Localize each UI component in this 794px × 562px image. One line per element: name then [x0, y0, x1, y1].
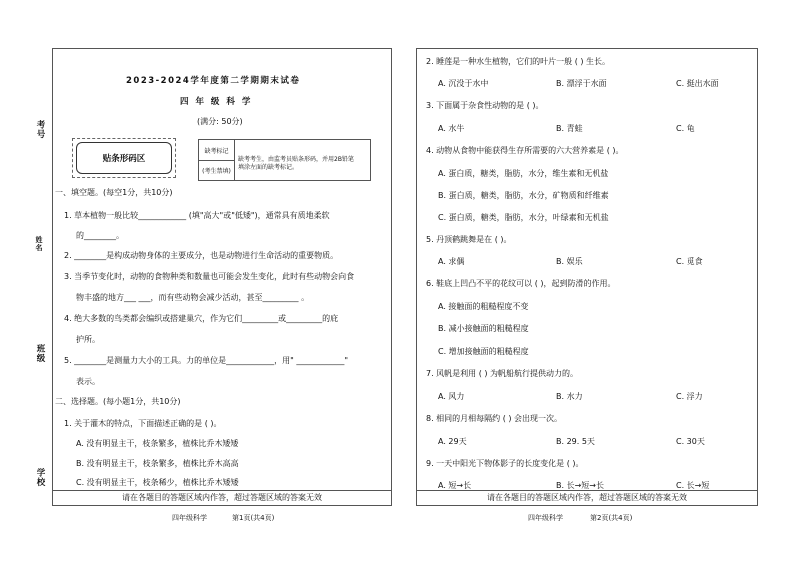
fill-q4-line2: 护所。	[76, 335, 100, 344]
absent-note-cell	[199, 161, 235, 180]
class-label: 班级	[35, 344, 45, 363]
fill-q3-line2: 物丰盛的地方___ ___，而有些动物会减少活动，甚至_________ 。	[76, 293, 310, 302]
fill-q4-line1: 4. 绝大多数的鸟类都会编织或搭建巢穴，作为它们_________或_________的庇	[64, 314, 339, 323]
exam-number-label: 考号	[35, 120, 45, 139]
section-1-heading: 一、填空题。(每空1分，共10分)	[55, 188, 173, 197]
p2-q5-option-a: A. 求偶	[438, 257, 465, 266]
p2-q4: 4. 动物从食物中能获得生存所需要的六大营养素是 ( )。	[426, 146, 624, 155]
p2-q4-option-b: B. 蛋白质，糖类，脂肪，水分，矿物质和纤维素	[438, 191, 609, 200]
fill-q2: 2. ________是构成动物身体的主要成分，也是动物进行生命活动的重要物质。	[64, 251, 339, 260]
barcode-area	[72, 138, 176, 178]
page1-footer-warning: 请在各题目的答题区域内作答，超过答题区域的答案无效	[53, 490, 391, 505]
p2-q5-option-b: B. 娱乐	[556, 257, 583, 266]
p2-q3-option-a: A. 水牛	[438, 124, 465, 133]
p2-q6: 6. 鞋底上凹凸不平的花纹可以 ( )，起到防滑的作用。	[426, 279, 616, 288]
page2-subject-footer: 四年级科学	[528, 514, 563, 522]
p2-q9-option-c: C. 长→短	[676, 481, 710, 490]
p2-q4-option-c: C. 蛋白质，糖类，脂肪，水分，叶绿素和无机盐	[438, 213, 609, 222]
mc-q1-option-b: B. 没有明显主干，枝条繁多，植株比乔木高高	[76, 459, 239, 468]
p2-q9-option-b: B. 长→短→长	[556, 481, 604, 490]
p2-q7-option-c: C. 浮力	[676, 392, 703, 401]
p2-q3-option-b: B. 青蛙	[556, 124, 583, 133]
p2-q7-option-b: B. 水力	[556, 392, 583, 401]
barcode-label: 贴条形码区	[76, 142, 172, 174]
p2-q8-option-b: B. 29. 5天	[556, 437, 595, 446]
p2-q5-option-c: C. 觅食	[676, 257, 703, 266]
absent-mark-cell[interactable]	[199, 140, 235, 161]
school-label: 学校	[35, 468, 45, 487]
fill-q1-line1: 1. 草本植物一般比较____________ (填"高大"或"低矮")，通常具有质地柔软	[64, 211, 330, 220]
p2-q6-option-a: A. 接触面的粗糙程度不变	[438, 302, 529, 311]
p2-q2-option-a: A. 沉没于水中	[438, 79, 489, 88]
fill-q5-line2: 表示。	[76, 377, 100, 386]
p2-q2-option-c: C. 挺出水面	[676, 79, 719, 88]
p2-q9: 9. 一天中阳光下物体影子的长度变化是 ( )。	[426, 459, 584, 468]
p2-q8-option-c: C. 30天	[676, 437, 705, 446]
p2-q2: 2. 睡莲是一种水生植物，它们的叶片一般 ( ) 生长。	[426, 57, 611, 66]
mc-q1-option-a: A. 没有明显主干，枝条繁多，植株比乔木矮矮	[76, 439, 239, 448]
mc-q1-option-c: C. 没有明显主干，枝条稀少，植株比乔木矮矮	[76, 478, 239, 487]
p2-q6-option-b: B. 减小接触面的粗糙程度	[438, 324, 529, 333]
fill-q5-line1: 5. ________是测量力大小的工具。力的单位是____________，用" ____________"	[64, 356, 349, 365]
p2-q7: 7. 风帆是利用 ( ) 为帆船航行提供动力的。	[426, 369, 579, 378]
fill-q3-line1: 3. 当季节变化时，动物的食物种类和数量也可能会发生变化，此时有些动物会向食	[64, 272, 355, 281]
p2-q5: 5. 丹顶鹤跳舞是在 ( )。	[426, 235, 512, 244]
p2-q2-option-b: B. 漂浮于水面	[556, 79, 607, 88]
exam-subject: 四 年 级 科 学	[180, 97, 253, 107]
absent-note: (考生禁填)	[202, 168, 231, 175]
p2-q6-option-c: C. 增加接触面的粗糙程度	[438, 347, 529, 356]
absent-instruction-1: 缺考考生，由监考员贴条形码，并用2B铅笔	[238, 156, 354, 163]
page2-footer-warning: 请在各题目的答题区域内作答，超过答题区域的答案无效	[417, 490, 757, 505]
exam-score: (满分: 50分)	[197, 117, 243, 126]
fill-q1-line2: 的________。	[76, 231, 124, 240]
page1-number: 第1页(共4页)	[232, 514, 275, 522]
p2-q9-option-a: A. 短→长	[438, 481, 472, 490]
p2-q8-option-a: A. 29天	[438, 437, 467, 446]
absent-instruction-2: 填涂左面的缺考标记。	[238, 164, 299, 171]
page2-number: 第2页(共4页)	[590, 514, 633, 522]
p2-q7-option-a: A. 风力	[438, 392, 465, 401]
mc-q1: 1. 关于灌木的特点，下面描述正确的是 ( )。	[64, 419, 222, 428]
p2-q4-option-a: A. 蛋白质，糖类，脂肪，水分，维生素和无机盐	[438, 169, 609, 178]
absent-mark-box	[198, 139, 371, 181]
p2-q3-option-c: C. 龟	[676, 124, 695, 133]
section-2-heading: 二、选择题。(每小题1分，共10分)	[55, 397, 181, 406]
absent-mark-label: 缺考标记	[204, 147, 229, 155]
p2-q3: 3. 下面属于杂食性动物的是 ( )。	[426, 101, 544, 110]
exam-title: 2023-2024学年度第二学期期末试卷	[126, 76, 301, 86]
page1-subject-footer: 四年级科学	[172, 514, 207, 522]
p2-q8: 8. 相同的月相每隔约 ( ) 会出现一次。	[426, 414, 563, 423]
name-label: 姓名	[35, 236, 43, 252]
